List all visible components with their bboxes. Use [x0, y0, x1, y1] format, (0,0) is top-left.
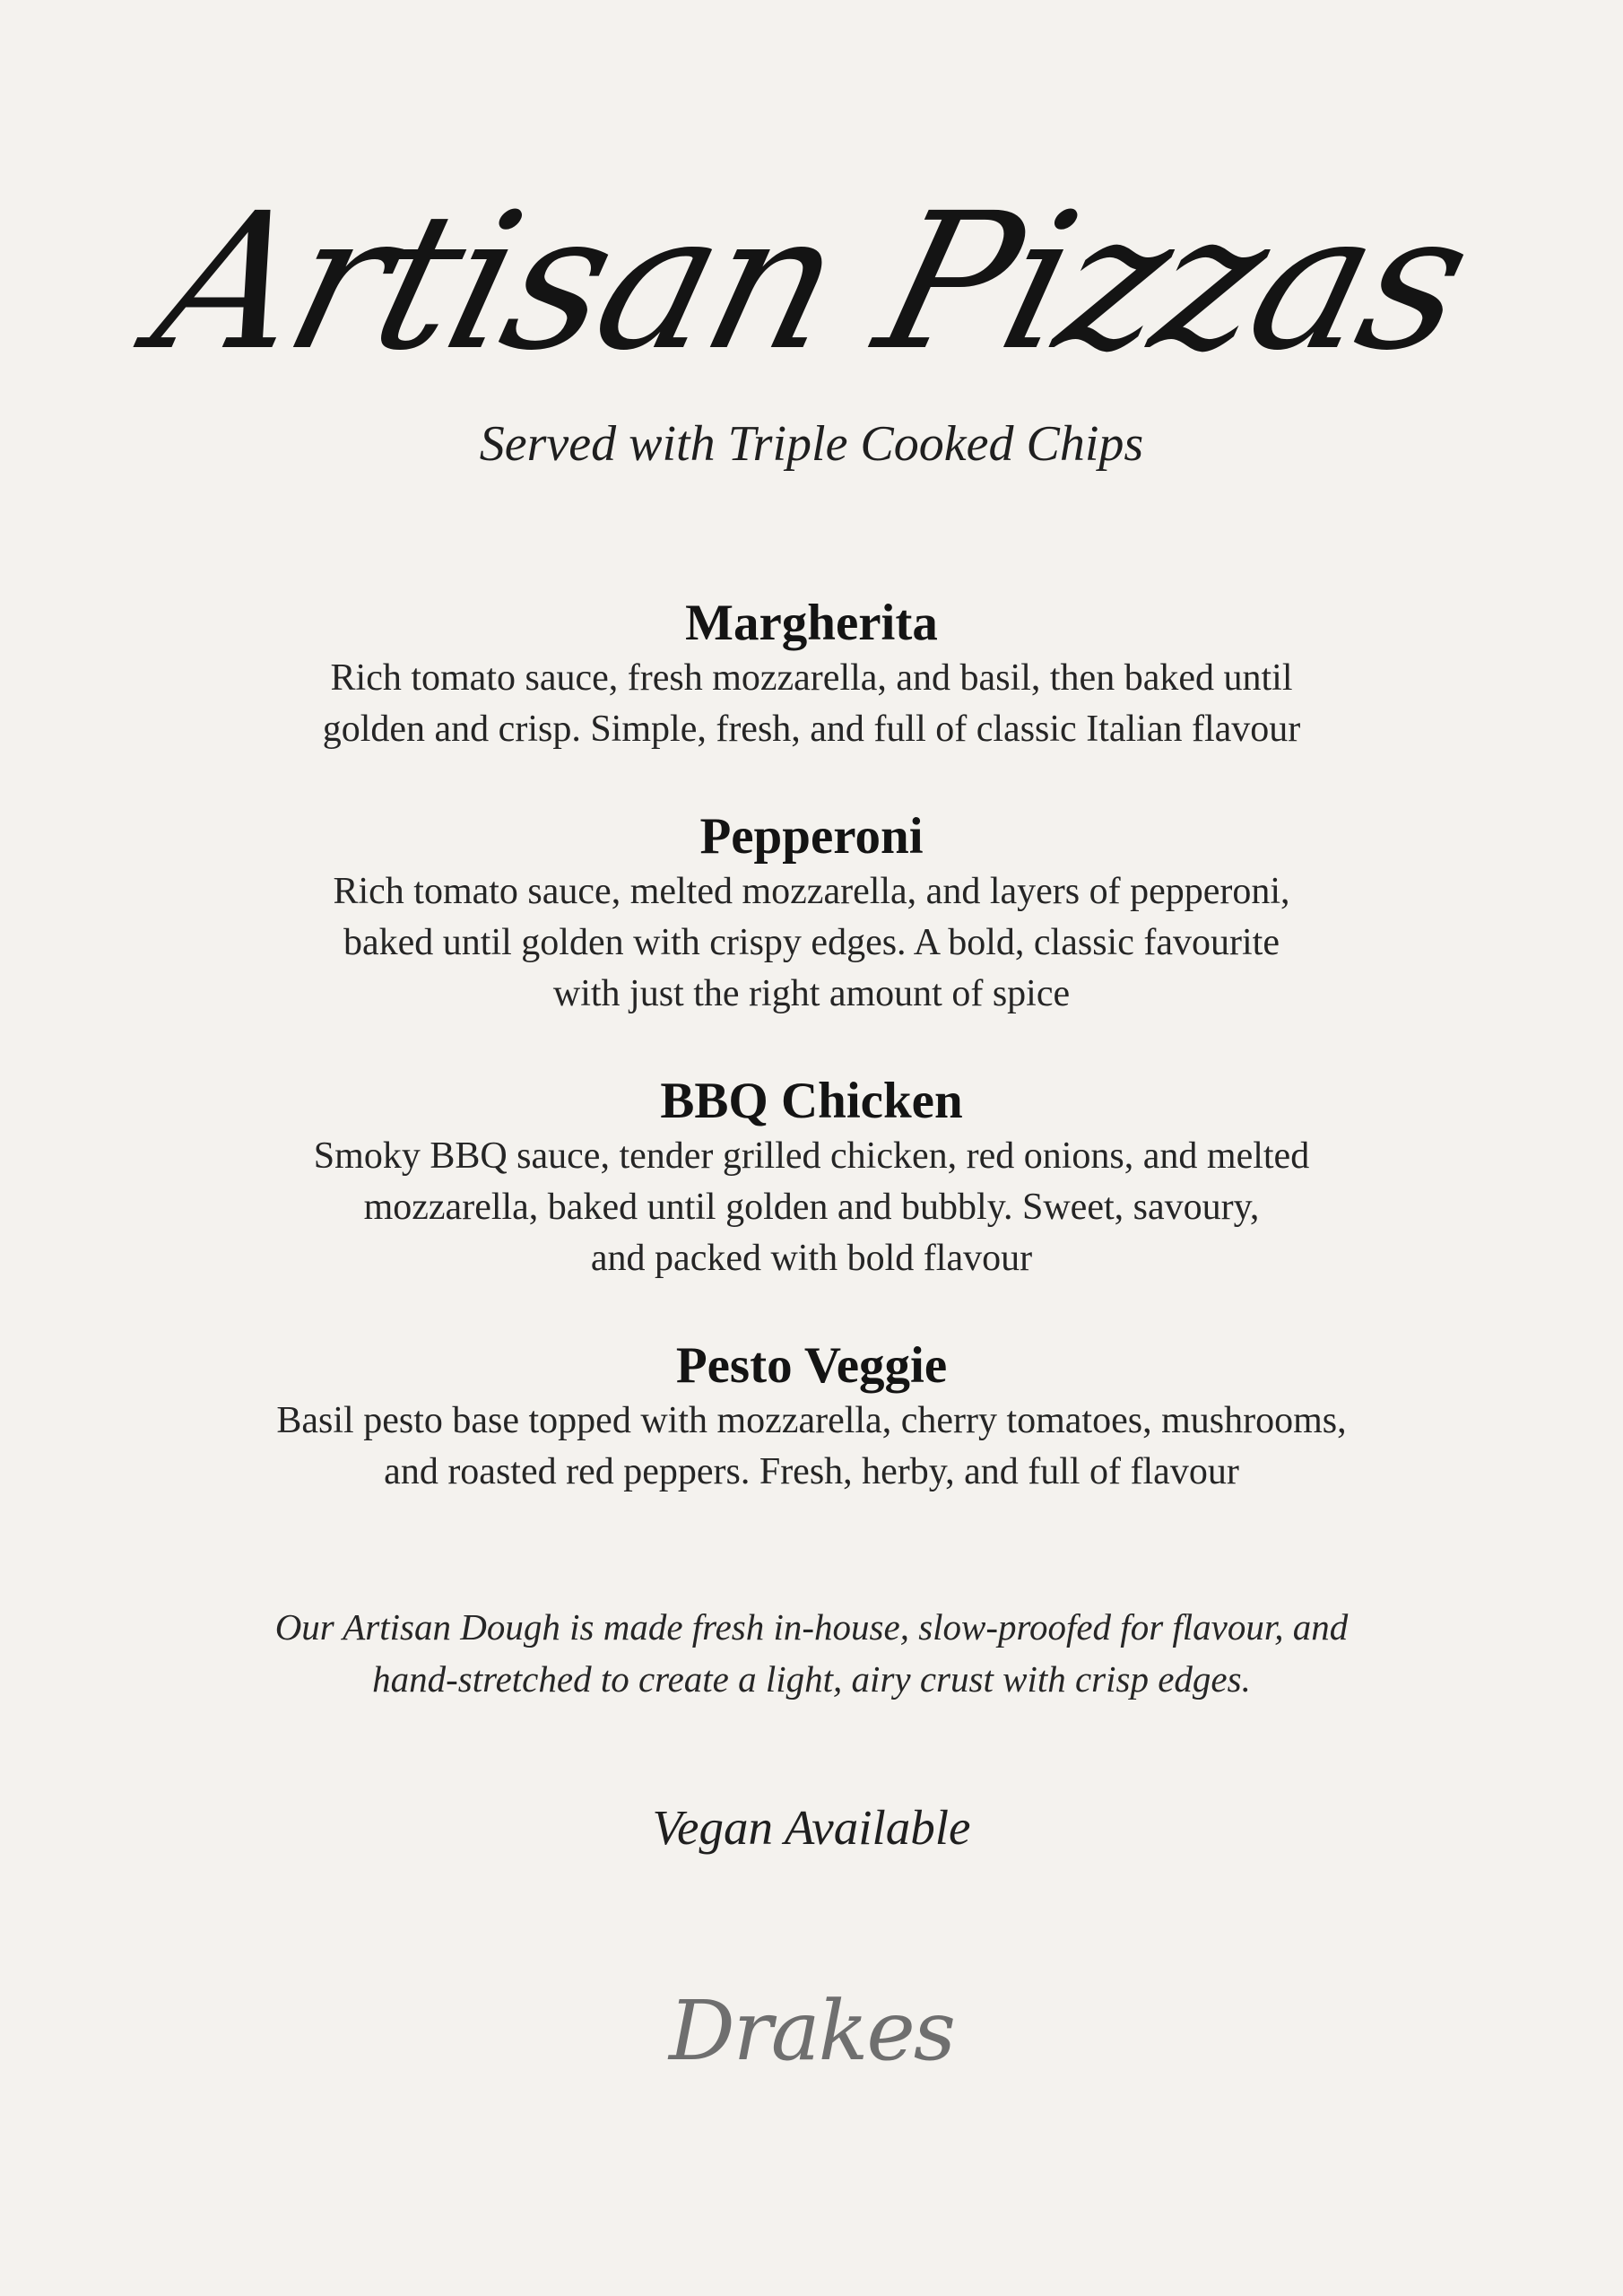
dough-note	[0, 1601, 1623, 1705]
item-name: Pepperoni	[699, 808, 924, 865]
item-description-line: with just the right amount of spice	[552, 973, 1071, 1014]
brand-logo: Drakes	[669, 1983, 954, 2079]
item-description-line: Rich tomato sauce, melted mozzarella, and layers of pepperoni,	[333, 871, 1290, 912]
item-description	[184, 653, 1439, 755]
item-name: Margherita	[685, 595, 938, 651]
item-description	[184, 1396, 1439, 1498]
dough-note-line: Our Artisan Dough is made fresh in-house, slow-proofed for flavour, and	[274, 1606, 1349, 1648]
item-description-line: mozzarella, baked until golden and bubbly. Sweet, savoury,	[363, 1187, 1260, 1228]
menu-item-pesto-veggie	[0, 1336, 1623, 1498]
item-description-line: baked until golden with crispy edges. A bold, classic favourite	[343, 922, 1280, 963]
item-description-line: Smoky BBQ sauce, tender grilled chicken, red onions, and melted	[313, 1135, 1310, 1177]
item-description-line: and roasted red peppers. Fresh, herby, and full of flavour	[384, 1451, 1239, 1492]
menu-item-margherita	[0, 594, 1623, 755]
item-description-line: and packed with bold flavour	[590, 1238, 1033, 1279]
dough-note-line: hand-stretched to create a light, airy crust with crisp edges.	[372, 1658, 1251, 1700]
item-description-line: Basil pesto base topped with mozzarella, cherry tomatoes, mushrooms,	[276, 1400, 1347, 1441]
menu-item-pepperoni	[0, 807, 1623, 1020]
item-description-line: Rich tomato sauce, fresh mozzarella, and basil, then baked until	[330, 657, 1293, 699]
menu-item-bbq-chicken	[0, 1072, 1623, 1284]
item-description-line: golden and crisp. Simple, fresh, and full of classic Italian flavour	[322, 709, 1301, 750]
item-description	[184, 866, 1439, 1020]
item-name: Pesto Veggie	[675, 1337, 948, 1394]
menu-title: Artisan Pizzas	[135, 172, 1488, 392]
menu-subtitle: Served with Triple Cooked Chips	[479, 416, 1144, 472]
vegan-note: Vegan Available	[652, 1800, 971, 1855]
item-name: BBQ Chicken	[660, 1073, 963, 1129]
item-description	[184, 1131, 1439, 1284]
